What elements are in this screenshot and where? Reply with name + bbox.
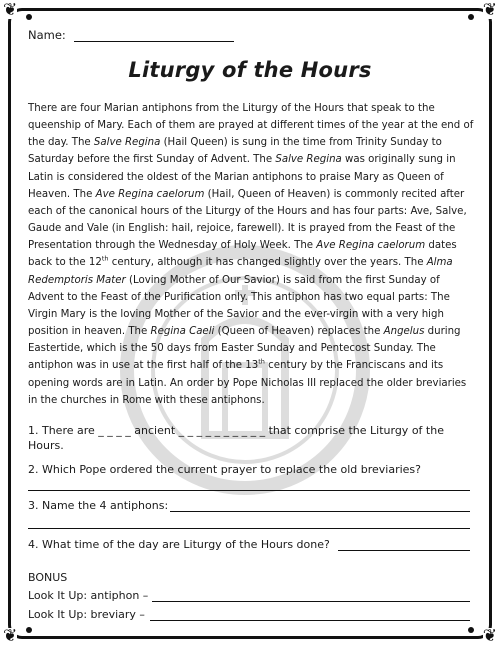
bonus-heading: BONUS <box>28 571 68 584</box>
corner-dot-icon <box>468 14 474 20</box>
question-4: 4. What time of the day are Liturgy of the Hours done? <box>28 538 330 551</box>
corner-flourish-icon: ❦ <box>3 0 18 20</box>
corner-flourish-icon: ❦ <box>482 626 497 646</box>
page-title: Liturgy of the Hours <box>128 58 372 82</box>
question-2: 2. Which Pope ordered the current prayer to replace the old breviaries? <box>28 463 421 476</box>
name-blank-line[interactable] <box>74 29 234 42</box>
question-1: 1. There are _ _ _ _ ancient _ _ _ _ _ _ _ _ _ _ that comprise the Liturgy of the Hours. <box>28 424 444 452</box>
name-field[interactable] <box>28 28 234 42</box>
name-label: Name: <box>28 28 66 42</box>
question-3: 3. Name the 4 antiphons: <box>28 499 169 512</box>
answer-line-q3-second[interactable] <box>28 528 470 529</box>
corner-flourish-icon: ❦ <box>482 0 497 20</box>
answer-line-breviary[interactable] <box>150 620 470 621</box>
answer-line-q2[interactable] <box>28 490 470 491</box>
bonus-item-antiphon: Look It Up: antiphon – <box>28 589 149 602</box>
answer-line-antiphon[interactable] <box>152 601 470 602</box>
bonus-item-breviary: Look It Up: breviary – <box>28 608 145 621</box>
corner-dot-icon <box>26 627 32 633</box>
answer-line-q4[interactable] <box>338 550 470 551</box>
answer-line-q3[interactable] <box>170 511 470 512</box>
corner-flourish-icon: ❦ <box>3 626 18 646</box>
corner-dot-icon <box>468 627 474 633</box>
corner-dot-icon <box>26 14 32 20</box>
reading-passage: There are four Marian antiphons from the Liturgy of the Hours that speak to the queenship of Mary. Each of them are prayed at different times of the year at the end of the day. The Salve Regina (Hail Queen) is sung in the time from Trinity Sunday to Saturday before the first Sunday of Advent. The Salve Regina was originally sung in Latin is considered the oldest of the Marian antiphons to praise Mary as Queen of Heaven. The Ave Regina caelorum (Hail, Queen of Heaven) is commonly recited after each of the canonical hours of the Liturgy of the Hours and has four parts: Ave, Salve, Gaude and Vale (in English: hail, rejoice, farewell). It is prayed from the Feast of the Presentation through the Wednesday of Holy Week. The Ave Regina caelorum dates back to the 12th century, although it has changed slightly over the years. The Alma Redemptoris Mater (Loving Mother of Our Savior) is said from the first Sunday of Advent to the Feast of the Purification only. This antiphon has two equal parts: The Virgin Mary is the loving Mother of the Savior and the ever-virgin with a very high position in heaven. The Regina Caeli (Queen of Heaven) replaces the Angelus during Eastertide, which is the 50 days from Easter Sunday and Pentecost Sunday. The antiphon was in use at the first half of the 13th century by the Franciscans and its opening words are in Latin. An order by Pope Nicholas III replaced the older breviaries in the churches in Rome with these antiphons. <box>28 103 474 406</box>
